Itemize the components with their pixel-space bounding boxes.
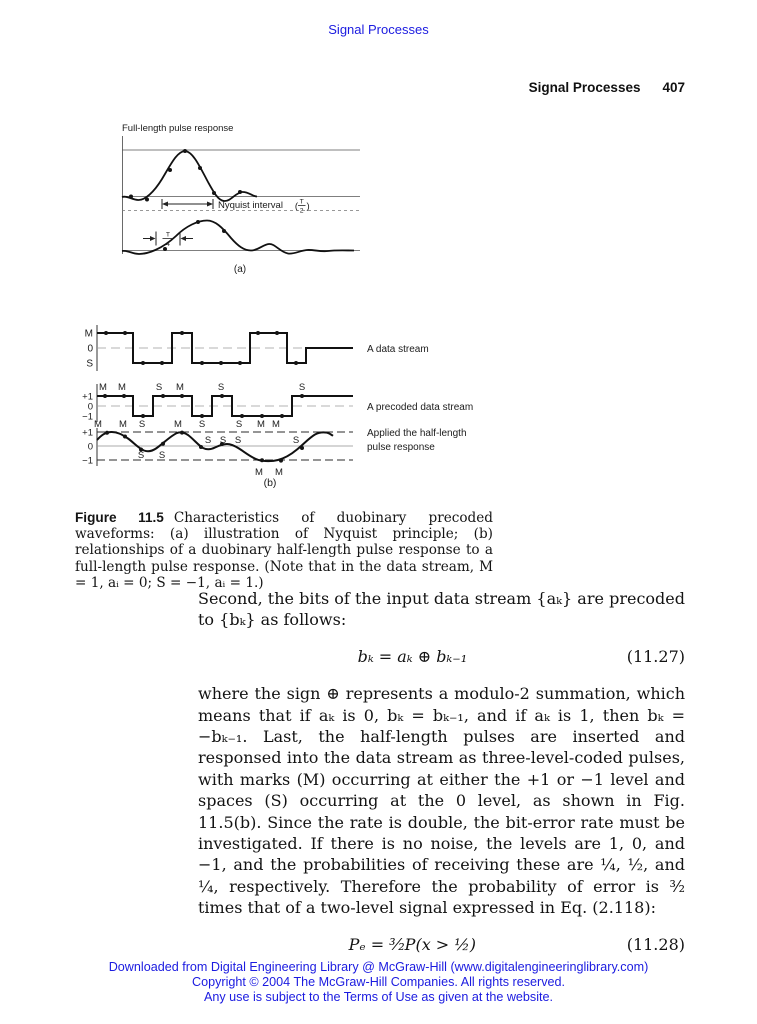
mark-space-letter: M (99, 382, 107, 393)
library-footer (0, 960, 757, 1006)
sample-dot (168, 168, 172, 172)
equation-11-27-expression: bₖ = aₖ ⊕ bₖ₋₁ (357, 646, 468, 666)
w1-axis-label-M: M (84, 328, 93, 340)
sample-dot (294, 361, 298, 365)
sample-dot (260, 414, 264, 418)
figure-b-sublabel: (b) (263, 477, 277, 489)
mark-space-letter: S (235, 419, 243, 430)
sample-dot (199, 445, 203, 449)
sample-dot (222, 229, 226, 233)
sample-dot (212, 191, 216, 195)
mark-space-letter: S (204, 435, 212, 446)
sample-dot (161, 394, 165, 398)
mark-space-letter: S (158, 450, 166, 461)
mark-space-letter: M (118, 382, 126, 393)
w2-axis-label-0: 0 (87, 401, 93, 413)
sample-dot (183, 149, 187, 153)
nyquist-left-arrowhead (162, 202, 168, 207)
sample-dot (105, 431, 109, 435)
figure-caption-text: Characteristics of duobinary precoded waveforms: (a) illustration of Nyquist principle; (b) relationships of a duobinary half-length pulse response to a full-length pulse response. (Note that in the data stream, M = 1, aᵢ = 0; S = −1, aᵢ = 1.) (75, 509, 493, 592)
figure-a-sublabel: (a) (233, 264, 247, 275)
mark-space-letter: M (275, 467, 283, 478)
sample-dot (275, 331, 279, 335)
sample-dot (280, 414, 284, 418)
mark-space-letter: S (219, 435, 227, 446)
nyquist-interval-label: Nyquist interval (218, 200, 283, 211)
mark-space-letter: S (138, 419, 146, 430)
body-text-column (198, 588, 685, 971)
w3-label-line1: Applied the half-length (367, 428, 467, 439)
sample-dot (198, 166, 202, 170)
equation-11-28 (198, 934, 685, 955)
footer-terms-line: Any use is subject to the Terms of Use as given at the website. (203, 990, 554, 1005)
w3-axis-label-0: 0 (87, 441, 93, 453)
w1-label: A data stream (367, 344, 429, 355)
sample-dot (240, 414, 244, 418)
running-header-title: Signal Processes (528, 80, 641, 95)
w2-axis-label-plus1: +1 (82, 391, 93, 403)
sample-dot (123, 331, 127, 335)
mark-space-letter: S (155, 382, 163, 393)
mark-space-letter: S (198, 419, 206, 430)
sample-dot (160, 361, 164, 365)
mark-space-letter: M (272, 419, 280, 430)
sample-dot (238, 190, 242, 194)
nyquist-paren-open: ( (294, 201, 298, 212)
sample-dot (180, 431, 184, 435)
running-header (529, 80, 685, 95)
sample-dot (300, 394, 304, 398)
equation-11-27-number: (11.27) (626, 646, 685, 666)
mark-space-letter: S (137, 450, 145, 461)
quarter-right-arrowhead (181, 236, 187, 241)
sample-dot (103, 394, 107, 398)
footer-download-line: Downloaded from Digital Engineering Library @ McGraw-Hill (www.digitalengineeringlibrary.com) (108, 960, 649, 974)
sample-dot (123, 435, 127, 439)
w3-label-line2: pulse response (367, 442, 435, 453)
equation-11-27 (198, 646, 685, 667)
sample-dot (200, 361, 204, 365)
mark-space-letter: M (94, 419, 102, 430)
mark-space-letter: M (119, 419, 127, 430)
sample-dot (161, 442, 165, 446)
sample-dot (141, 361, 145, 365)
w3-axis-label-plus1: +1 (82, 427, 93, 439)
w2-axis-label-minus1: −1 (82, 411, 93, 423)
nyquist-frac-numerator: T (299, 198, 304, 206)
mark-space-letter: M (255, 467, 263, 478)
page-number: 407 (662, 80, 685, 95)
figure-caption-tag: Figure 11.5 (75, 509, 164, 525)
sample-dot (180, 394, 184, 398)
half-length-pulse-curve (122, 221, 354, 255)
top-watermark-text: Signal Processes (328, 22, 429, 37)
sample-dot (145, 198, 149, 202)
full-length-pulse-label: Full-length pulse response (122, 123, 234, 134)
mark-space-letter: M (176, 382, 184, 393)
paragraph-1: Second, the bits of the input data stream {aₖ} are precoded to {bₖ} as follows: (198, 589, 685, 630)
footer-copyright-line: Copyright © 2004 The McGraw-Hill Companies. All rights reserved. (191, 975, 565, 990)
sample-dot (260, 458, 264, 462)
sample-dot (279, 459, 283, 463)
sample-dot (238, 361, 242, 365)
w2-label: A precoded data stream (367, 402, 474, 413)
nyquist-paren-close: ) (306, 201, 310, 212)
sample-dot (256, 331, 260, 335)
sample-dot (200, 414, 204, 418)
mark-space-letter: S (298, 382, 306, 393)
mark-space-letter: S (234, 435, 242, 446)
mark-space-letter: M (257, 419, 265, 430)
mark-space-letter: M (174, 419, 182, 430)
w1-axis-label-0: 0 (87, 343, 93, 355)
paragraph-2: where the sign ⊕ represents a modulo-2 summation, which means that if aₖ is 0, bₖ = bₖ₋₁, and if aₖ is 1, then bₖ = −bₖ₋₁. Last, the half-length pulses are inserted and responsed into the data stream as three-level-coded pulses, with marks (M) occurring at either the +1 or −1 level and spaces (S) occurring at the 0 level, as shown in Fig. 11.5(b). Since the rate is double, the bit-error rate must be investigated. If there is no noise, the levels are 1, 0, and −1, and the probabilities of receiving these are ¼, ½, and ¼, respectively. Therefore the probability of error is ³⁄₂ times that of a two-level signal expressed in Eq. (2.118): (198, 684, 685, 918)
equation-11-28-number: (11.28) (626, 934, 685, 954)
sample-dot (300, 446, 304, 450)
nyquist-frac-denominator: 2 (299, 207, 304, 215)
mark-space-letter: S (292, 435, 300, 446)
figure-caption (75, 510, 493, 592)
quarter-frac-denominator: 4 (166, 240, 170, 248)
equation-11-28-expression: Pₑ = ³⁄₂P(x > ½) (348, 934, 477, 954)
w3-axis-label-minus1: −1 (82, 455, 93, 467)
quarter-frac-numerator: T (165, 231, 171, 239)
sample-dot (180, 331, 184, 335)
nyquist-right-arrowhead (207, 202, 213, 207)
full-length-pulse-curve (122, 151, 257, 201)
w1-axis-label-S: S (86, 358, 93, 370)
full-pulse-sample-dots (129, 149, 242, 202)
figure-a-nyquist-illustration (110, 120, 370, 282)
sample-dot (220, 394, 224, 398)
sample-dot (196, 220, 200, 224)
sample-dot (104, 331, 108, 335)
mark-space-letter: S (217, 382, 225, 393)
sample-dot (129, 195, 133, 199)
figure-b-duobinary-waveforms (75, 308, 555, 496)
quarter-left-arrowhead (150, 236, 156, 241)
sample-dot (219, 361, 223, 365)
sample-dot (141, 414, 145, 418)
sample-dot (122, 394, 126, 398)
